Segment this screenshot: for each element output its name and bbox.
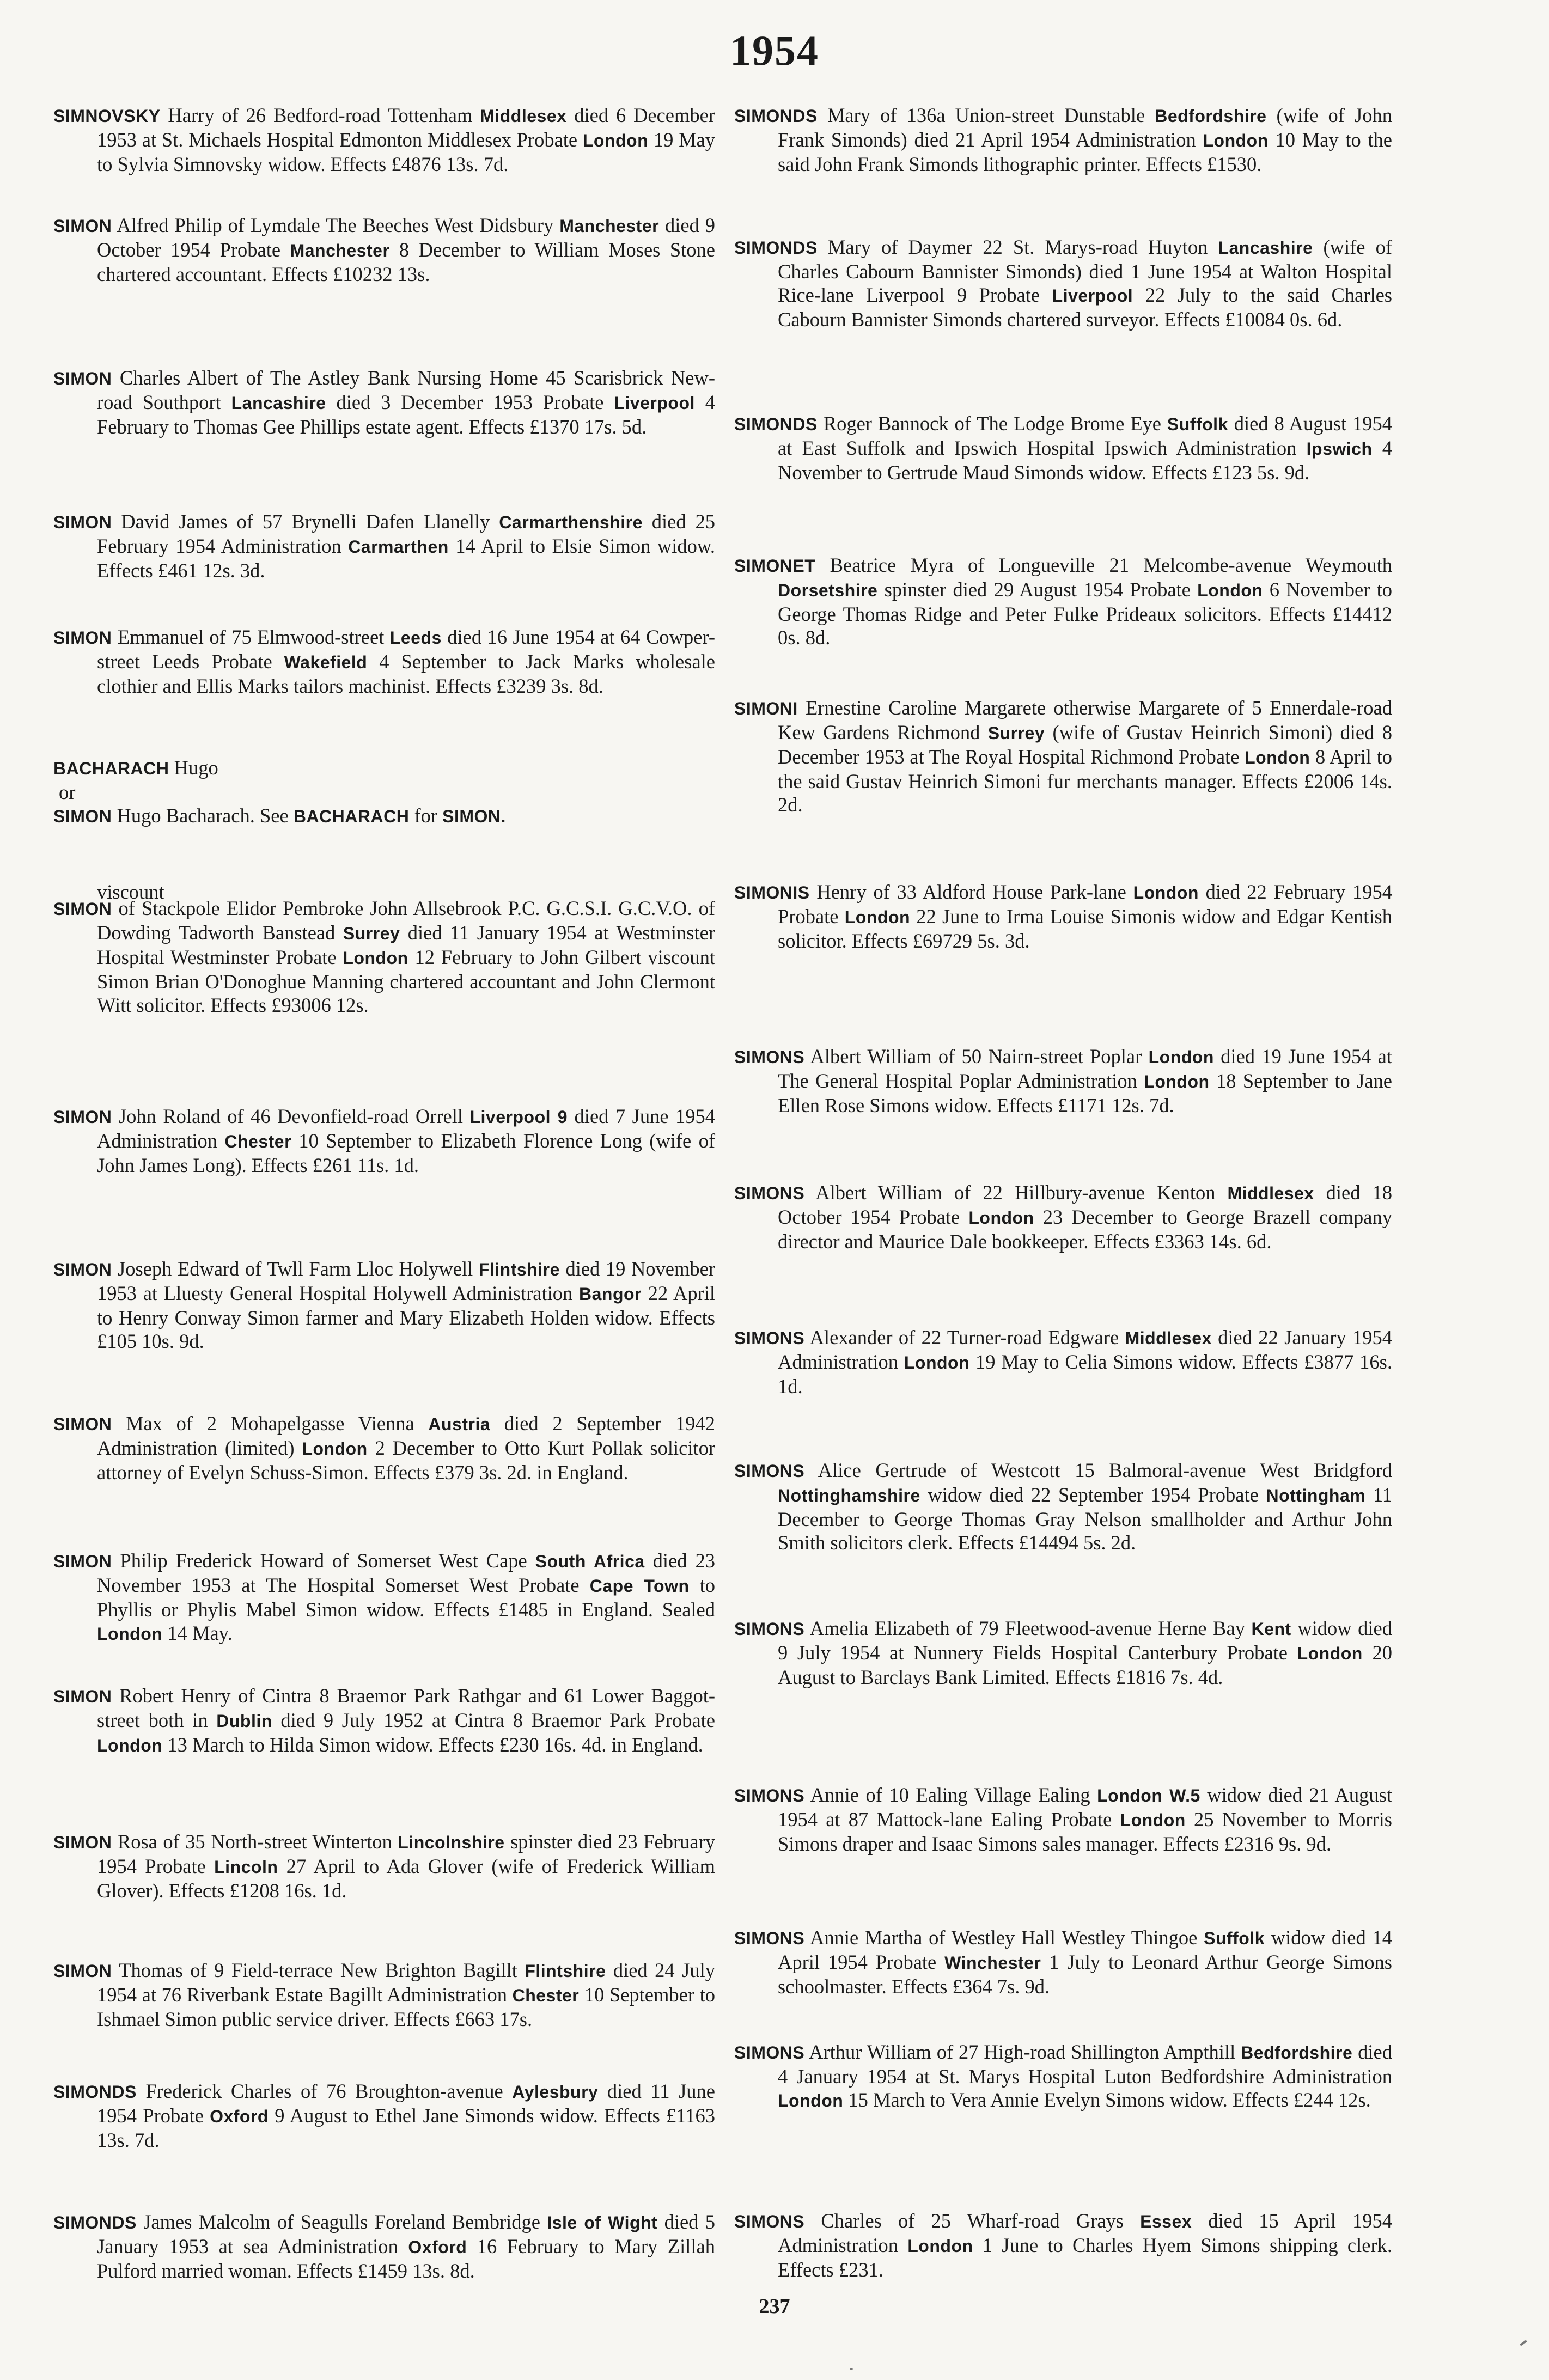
right-entry bbox=[734, 1326, 1392, 1398]
entry-text: 18 September to Jane Ellen Rose Simons widow. Effects £1171 12s. 7d. bbox=[778, 1070, 1392, 1116]
left-entry bbox=[53, 2210, 715, 2283]
entry-place: London bbox=[302, 1439, 368, 1458]
entry-surname: SIMON bbox=[53, 216, 112, 236]
entry-surname: SIMON bbox=[53, 1260, 112, 1279]
left-entry bbox=[53, 1830, 715, 1902]
entry-text: Joseph Edward of Twll Farm Lloc Holywell bbox=[117, 1258, 479, 1280]
entry-place: London bbox=[1148, 1047, 1214, 1067]
left-entry bbox=[53, 2079, 715, 2152]
entry-place: London bbox=[968, 1208, 1034, 1228]
entry-place: Cape Town bbox=[589, 1576, 690, 1596]
entry-place: Kent bbox=[1251, 1619, 1291, 1639]
entry-text: Henry of 33 Aldford House Park-lane bbox=[816, 881, 1133, 903]
xref-see-surname: BACHARACH bbox=[293, 807, 410, 826]
entry-place: Ipswich bbox=[1306, 439, 1373, 459]
entry-place: Liverpool bbox=[614, 393, 695, 413]
entry-text: 12 February to John Gilbert viscount Simon Brian O'Donoghue Manning chartered accountant and John Clermont Witt solicitor. Effects £93006 12s. bbox=[97, 946, 715, 1016]
entry-surname: SIMONET bbox=[734, 556, 816, 576]
entry-place: Middlesex bbox=[1227, 1183, 1314, 1203]
entry-text: died 6 December 1953 at St. Michaels Hospital Edmonton Middlesex Probate bbox=[97, 104, 715, 151]
entry-text: Albert William of 22 Hillbury-avenue Kenton bbox=[815, 1181, 1228, 1204]
entry-place: London bbox=[1297, 1644, 1363, 1663]
entry-text: 8 April to the said Gustav Heinrich Simoni fur merchants manager. Effects £2006 14s. 2d. bbox=[778, 746, 1392, 816]
entry-text: Alexander of 22 Turner-road Edgware bbox=[809, 1326, 1125, 1348]
left-entry bbox=[53, 1412, 715, 1484]
entry-text: Ernestine Caroline Margarete otherwise Margarete of 5 Ennerdale-road Kew Gardens Richmond bbox=[778, 697, 1393, 743]
entry-surname: SIMONDS bbox=[734, 414, 818, 434]
left-entry bbox=[53, 103, 715, 176]
entry-text: Emmanuel of 75 Elmwood-street bbox=[117, 626, 390, 648]
entry-place: Leeds bbox=[389, 628, 442, 648]
right-entry bbox=[734, 1458, 1392, 1554]
entry-text: died 23 November 1953 at The Hospital Somerset West Probate bbox=[97, 1549, 716, 1596]
entry-text: John Roland of 46 Devonfield-road Orrell bbox=[118, 1105, 470, 1127]
left-entry bbox=[53, 1684, 715, 1757]
entry-place: Nottinghamshire bbox=[778, 1486, 920, 1505]
entry-place: Bedfordshire bbox=[1241, 2043, 1353, 2062]
entry-text: Annie Martha of Westley Hall Westley Thingoe bbox=[809, 1926, 1204, 1949]
entry-surname: SIMON bbox=[53, 1687, 112, 1706]
entry-text: 22 July to the said Charles Cabourn Bannister Simonds chartered surveyor. Effects £10084 0s. 6d. bbox=[778, 284, 1392, 331]
entry-text: Frederick Charles of 76 Broughton-avenue bbox=[145, 2080, 513, 2102]
entry-place: London bbox=[1133, 883, 1199, 902]
entry-place: London bbox=[97, 1736, 163, 1755]
right-entry bbox=[734, 2040, 1392, 2113]
entry-text: Arthur William of 27 High-road Shillington Ampthill bbox=[809, 2041, 1241, 2063]
entry-place: Suffolk bbox=[1167, 414, 1228, 434]
entry-text: died 15 April 1954 Administration bbox=[778, 2210, 1393, 2256]
entry-text: (wife of John Frank Simonds) died 21 April 1954 Administration bbox=[778, 104, 1393, 151]
entry-place: Carmarthen bbox=[348, 537, 449, 557]
left-entry bbox=[53, 1549, 715, 1646]
entry-text: died 2 September 1942 Administration (limited) bbox=[97, 1412, 716, 1459]
entry-surname: SIMON bbox=[53, 1107, 112, 1127]
entry-text: Annie of 10 Ealing Village Ealing bbox=[810, 1784, 1097, 1806]
entry-place: London bbox=[904, 1353, 970, 1372]
left-entry bbox=[53, 366, 715, 438]
left-entry bbox=[53, 1257, 715, 1353]
right-entry bbox=[734, 1616, 1392, 1689]
entry-text: 8 December to William Moses Stone chartered accountant. Effects £10232 13s. bbox=[97, 239, 715, 285]
entry-text: died 18 October 1954 Probate bbox=[778, 1181, 1392, 1228]
entry-text: 16 February to Mary Zillah Pulford married woman. Effects £1459 13s. 8d. bbox=[97, 2235, 715, 2282]
entry-text: Thomas of 9 Field-terrace New Brighton Bagillt bbox=[119, 1959, 525, 1981]
entry-text: (wife of Gustav Heinrich Simoni) died 8 December 1953 at The Royal Hospital Richmond Probate bbox=[778, 721, 1392, 768]
entry-text: 1 June to Charles Hyem Simons shipping clerk. Effects £231. bbox=[778, 2234, 1392, 2281]
entry-text: Harry of 26 Bedford-road Tottenham bbox=[168, 104, 480, 126]
entry-place: London bbox=[343, 948, 408, 968]
scan-speck bbox=[1520, 2340, 1527, 2346]
entry-place: Essex bbox=[1140, 2212, 1192, 2231]
entry-text: 27 April to Ada Glover (wife of Frederick William Glover). Effects £1208 16s. 1d. bbox=[97, 1855, 716, 1902]
entry-text: died 25 February 1954 Administration bbox=[97, 510, 716, 557]
entry-place: Aylesbury bbox=[512, 2082, 599, 2102]
entry-surname: SIMON bbox=[53, 628, 112, 648]
xref-surname-simon: SIMON bbox=[53, 807, 112, 826]
entry-surname: SIMONS bbox=[734, 1183, 805, 1203]
entry-place: London bbox=[1245, 748, 1310, 767]
entry-text: Alfred Philip of Lymdale The Beeches West Didsbury bbox=[117, 214, 560, 236]
entry-text: died 24 July 1954 at 76 Riverbank Estate Bagillt Administration bbox=[97, 1959, 715, 2006]
entry-text: 2 December to Otto Kurt Pollak solicitor attorney of Evelyn Schuss-Simon. Effects £379 3s. 2d. in England. bbox=[97, 1437, 715, 1484]
page-number: 237 bbox=[759, 2295, 790, 2318]
entry-text: James Malcolm of Seagulls Foreland Bembridge bbox=[143, 2211, 547, 2233]
xref-see-for: for bbox=[414, 804, 437, 827]
entry-text: Alice Gertrude of Westcott 15 Balmoral-avenue West Bridgford bbox=[818, 1459, 1392, 1481]
entry-surname: SIMONS bbox=[734, 1047, 805, 1067]
entry-text: 10 September to Ishmael Simon public service driver. Effects £663 17s. bbox=[97, 1984, 715, 2030]
entry-place: London bbox=[1203, 131, 1269, 150]
entry-text: died 4 January 1954 at St. Marys Hospital Luton Bedfordshire Administration bbox=[778, 2041, 1392, 2088]
viscount-label: viscount bbox=[97, 881, 164, 903]
xref-text: Hugo Bacharach. See bbox=[117, 804, 289, 827]
entry-surname: SIMON bbox=[53, 1961, 112, 1981]
entry-text: David James of 57 Brynelli Dafen Llanelly bbox=[121, 510, 499, 533]
entry-text: 13 March to Hilda Simon widow. Effects £230 16s. 4d. in England. bbox=[162, 1734, 703, 1756]
entry-text: died 9 July 1952 at Cintra 8 Braemor Park Probate bbox=[272, 1709, 716, 1731]
entry-place: Middlesex bbox=[480, 106, 567, 126]
entry-text: 10 September to Elizabeth Florence Long (wife of John James Long). Effects £261 11s. 1d. bbox=[97, 1130, 715, 1176]
entry-place: Winchester bbox=[944, 1953, 1041, 1973]
entry-text: 23 December to George Brazell company director and Maurice Dale bookkeeper. Effects £3363 14s. 6d. bbox=[778, 1206, 1392, 1253]
entry-text: 14 May. bbox=[162, 1622, 233, 1644]
entry-place: London bbox=[1120, 1810, 1186, 1830]
entry-text: died 9 October 1954 Probate bbox=[97, 214, 715, 261]
entry-place: London bbox=[907, 2236, 973, 2256]
right-entry bbox=[734, 553, 1392, 649]
entry-text: 4 September to Jack Marks wholesale clothier and Ellis Marks tailors machinist. Effects £3239 3s. 8d. bbox=[97, 650, 715, 697]
entry-surname: SIMON bbox=[53, 1552, 112, 1571]
left-entry bbox=[53, 625, 715, 698]
entry-text: died 7 June 1954 Administration bbox=[97, 1105, 716, 1152]
page-year-header: 1954 bbox=[730, 27, 819, 74]
entry-text: to Phyllis or Phylis Mabel Simon widow. Effects £1485 in England. Sealed bbox=[97, 1574, 716, 1621]
entry-text: died 19 June 1954 at The General Hospital Poplar Administration bbox=[778, 1045, 1392, 1092]
entry-text: widow died 21 August 1954 at 87 Mattock-lane Ealing Probate bbox=[778, 1784, 1392, 1830]
entry-text: Mary of Daymer 22 St. Marys-road Huyton bbox=[827, 236, 1218, 258]
scan-speck bbox=[850, 2368, 853, 2370]
right-entry bbox=[734, 1181, 1392, 1253]
entry-place: Liverpool 9 bbox=[469, 1107, 568, 1127]
entry-text: 11 December to George Thomas Gray Nelson smallholder and Arthur John Smith solicitors clerk. Effects £14494 5s. 2d. bbox=[778, 1484, 1392, 1554]
entry-place: South Africa bbox=[535, 1552, 645, 1571]
entry-text: Charles of 25 Wharf-road Grays bbox=[821, 2210, 1141, 2232]
entry-text: Rosa of 35 North-street Winterton bbox=[117, 1830, 398, 1853]
entry-text: died 22 January 1954 Administration bbox=[778, 1326, 1393, 1373]
entry-text: Albert William of 50 Nairn-street Poplar bbox=[810, 1045, 1149, 1067]
entry-place: London bbox=[1197, 581, 1263, 600]
entry-place: Carmarthenshire bbox=[499, 512, 643, 532]
right-entry bbox=[734, 696, 1392, 816]
right-entry bbox=[734, 1783, 1392, 1856]
right-entry bbox=[734, 235, 1392, 331]
entry-text: of Stackpole Elidor Pembroke John Allsebrook P.C. G.C.S.I. G.C.V.O. of Dowding Tadworth Banstead bbox=[97, 897, 715, 944]
left-entry bbox=[53, 510, 715, 582]
entry-text: 15 March to Vera Annie Evelyn Simons widow. Effects £244 12s. bbox=[843, 2089, 1371, 2111]
entry-place: Lincoln bbox=[214, 1857, 278, 1877]
entry-text: 22 June to Irma Louise Simonis widow and Edgar Kentish solicitor. Effects £69729 5s. 3d. bbox=[778, 905, 1392, 952]
entry-text: (wife of Charles Cabourn Bannister Simonds) died 1 June 1954 at Walton Hospital Rice-lane Liverpool 9 Probate bbox=[778, 236, 1393, 306]
entry-text: 10 May to the said John Frank Simonds lithographic printer. Effects £1530. bbox=[778, 129, 1393, 175]
entry-text: Charles Albert of The Astley Bank Nursing Home 45 Scarisbrick New-road Southport bbox=[97, 367, 715, 413]
entry-surname: SIMONS bbox=[734, 1929, 805, 1948]
entry-place: Suffolk bbox=[1204, 1929, 1265, 1948]
entry-place: Surrey bbox=[987, 723, 1045, 743]
entry-text: spinster died 23 February 1954 Probate bbox=[97, 1830, 715, 1877]
right-entry bbox=[734, 880, 1392, 953]
entry-text: died 5 January 1953 at sea Administration bbox=[97, 2211, 716, 2257]
entry-surname: SIMONI bbox=[734, 699, 798, 718]
entry-place: Chester bbox=[224, 1132, 292, 1151]
entry-surname: SIMONS bbox=[734, 1461, 805, 1481]
entry-text: Amelia Elizabeth of 79 Fleetwood-avenue Herne Bay bbox=[809, 1617, 1252, 1639]
entry-place: Dorsetshire bbox=[778, 581, 878, 600]
entry-place: London W.5 bbox=[1097, 1786, 1200, 1805]
entry-place: Isle of Wight bbox=[547, 2213, 658, 2232]
entry-text: Beatrice Myra of Longueville 21 Melcombe-avenue Weymouth bbox=[830, 554, 1392, 576]
entry-surname: SIMONS bbox=[734, 1328, 805, 1348]
entry-text: widow died 22 September 1954 Probate bbox=[920, 1484, 1266, 1506]
cross-reference bbox=[53, 756, 715, 828]
entry-place: Nottingham bbox=[1266, 1486, 1366, 1505]
entry-text: died 22 February 1954 Probate bbox=[778, 881, 1393, 927]
entry-place: London bbox=[778, 2091, 844, 2110]
entry-place: Manchester bbox=[290, 241, 390, 260]
entry-place: London bbox=[97, 1624, 163, 1644]
entry-text: 25 November to Morris Simons draper and Isaac Simons sales manager. Effects £2316 9s. 9d. bbox=[778, 1808, 1392, 1855]
entry-text: 4 November to Gertrude Maud Simonds widow. Effects £123 5s. 9d. bbox=[778, 437, 1393, 484]
entry-place: Lancashire bbox=[1218, 238, 1313, 258]
entry-text: Robert Henry of Cintra 8 Braemor Park Rathgar and 61 Lower Baggot-street both in bbox=[97, 1685, 715, 1731]
left-entry bbox=[53, 213, 715, 286]
entry-text: Mary of 136a Union-street Dunstable bbox=[827, 104, 1155, 126]
entry-place: Dublin bbox=[216, 1711, 272, 1731]
entry-text: 19 May to Celia Simons widow. Effects £3877 16s. 1d. bbox=[778, 1351, 1392, 1398]
entry-surname: SIMONDS bbox=[734, 238, 818, 258]
entry-surname: SIMONDS bbox=[734, 106, 818, 126]
entry-text: Max of 2 Mohapelgasse Vienna bbox=[126, 1412, 429, 1435]
left-entry bbox=[53, 1958, 715, 2031]
entry-text: 14 April to Elsie Simon widow. Effects £461 12s. 3d. bbox=[97, 535, 715, 582]
entry-text: 6 November to George Thomas Ridge and Peter Fulke Prideaux solicitors. Effects £14412 0s. 8d. bbox=[778, 578, 1393, 649]
entry-text: died 11 June 1954 Probate bbox=[97, 2080, 715, 2127]
right-entry bbox=[734, 103, 1392, 176]
right-entry bbox=[734, 1926, 1392, 1998]
entry-place: Austria bbox=[428, 1414, 491, 1434]
entry-place: Chester bbox=[512, 1986, 580, 2005]
entry-surname: SIMONS bbox=[734, 2212, 805, 2231]
entry-surname: SIMON bbox=[53, 1414, 112, 1434]
entry-surname: SIMONS bbox=[734, 1786, 805, 1805]
entry-text: 19 May to Sylvia Simnovsky widow. Effects £4876 13s. 7d. bbox=[97, 129, 715, 175]
entry-text: 20 August to Barclays Bank Limited. Effects £1816 7s. 4d. bbox=[778, 1641, 1392, 1688]
entry-text: died 16 June 1954 at 64 Cowper-street Leeds Probate bbox=[97, 626, 715, 673]
entry-place: Manchester bbox=[559, 216, 660, 236]
entry-surname: SIMONS bbox=[734, 1619, 805, 1639]
entry-place: Bedfordshire bbox=[1155, 106, 1267, 126]
entry-surname: SIMON bbox=[53, 369, 112, 388]
right-entry bbox=[734, 2209, 1392, 2281]
entry-text: died 11 January 1954 at Westminster Hospital Westminster Probate bbox=[97, 922, 716, 968]
entry-place: Wakefield bbox=[284, 652, 368, 672]
entry-text: widow died 9 July 1954 at Nunnery Fields Hospital Canterbury Probate bbox=[778, 1617, 1392, 1664]
entry-text: 4 February to Thomas Gee Phillips estate agent. Effects £1370 17s. 5d. bbox=[97, 391, 715, 438]
entry-text: 22 April to Henry Conway Simon farmer and Mary Elizabeth Holden widow. Effects £105 10s. 9d. bbox=[97, 1282, 715, 1352]
entry-place: Liverpool bbox=[1052, 286, 1133, 306]
entry-surname: SIMON bbox=[53, 512, 112, 532]
xref-connector: or bbox=[59, 781, 76, 803]
entry-place: Flintshire bbox=[478, 1260, 560, 1279]
entry-place: Oxford bbox=[408, 2237, 467, 2257]
entry-text: died 3 December 1953 Probate bbox=[326, 391, 614, 413]
entry-surname: SIMONS bbox=[734, 2043, 805, 2062]
entry-place: Bangor bbox=[579, 1284, 642, 1304]
left-entry bbox=[53, 1104, 715, 1177]
entry-place: Lancashire bbox=[231, 393, 326, 413]
entry-surname: SIMONDS bbox=[53, 2082, 137, 2102]
entry-surname: SIMON bbox=[53, 899, 112, 919]
entry-text: Roger Bannock of The Lodge Brome Eye bbox=[823, 412, 1167, 435]
entry-text: spinster died 29 August 1954 Probate bbox=[877, 578, 1198, 601]
left-entry bbox=[53, 896, 715, 1017]
xref-given-name: Hugo bbox=[174, 756, 218, 779]
right-entry bbox=[734, 412, 1392, 484]
xref-see-target: SIMON. bbox=[442, 807, 506, 826]
entry-surname: SIMONDS bbox=[53, 2213, 137, 2232]
entry-text: died 19 November 1953 at Lluesty General Hospital Holywell Administration bbox=[97, 1258, 716, 1304]
entry-text: 9 August to Ethel Jane Simonds widow. Effects £1163 13s. 7d. bbox=[97, 2104, 716, 2151]
right-entry bbox=[734, 1045, 1392, 1117]
entry-surname: SIMON bbox=[53, 1833, 112, 1852]
entry-place: London bbox=[844, 907, 911, 927]
entry-place: Flintshire bbox=[525, 1961, 606, 1981]
xref-surname-bacharach: BACHARACH bbox=[53, 759, 169, 778]
entry-surname: SIMNOVSKY bbox=[53, 106, 161, 126]
entry-text: Philip Frederick Howard of Somerset West Cape bbox=[120, 1549, 535, 1572]
entry-place: London bbox=[582, 131, 649, 150]
entry-place: Oxford bbox=[210, 2107, 269, 2126]
entry-text: widow died 14 April 1954 Probate bbox=[778, 1926, 1392, 1973]
entry-text: died 8 August 1954 at East Suffolk and Ipswich Hospital Ipswich Administration bbox=[778, 412, 1392, 459]
entry-place: London bbox=[1144, 1072, 1210, 1091]
entry-place: Middlesex bbox=[1125, 1328, 1212, 1348]
entry-text: 1 July to Leonard Arthur George Simons schoolmaster. Effects £364 7s. 9d. bbox=[778, 1951, 1392, 1998]
entry-place: Surrey bbox=[343, 924, 400, 943]
entry-place: Lincolnshire bbox=[398, 1833, 505, 1852]
entry-surname: SIMONIS bbox=[734, 883, 810, 902]
